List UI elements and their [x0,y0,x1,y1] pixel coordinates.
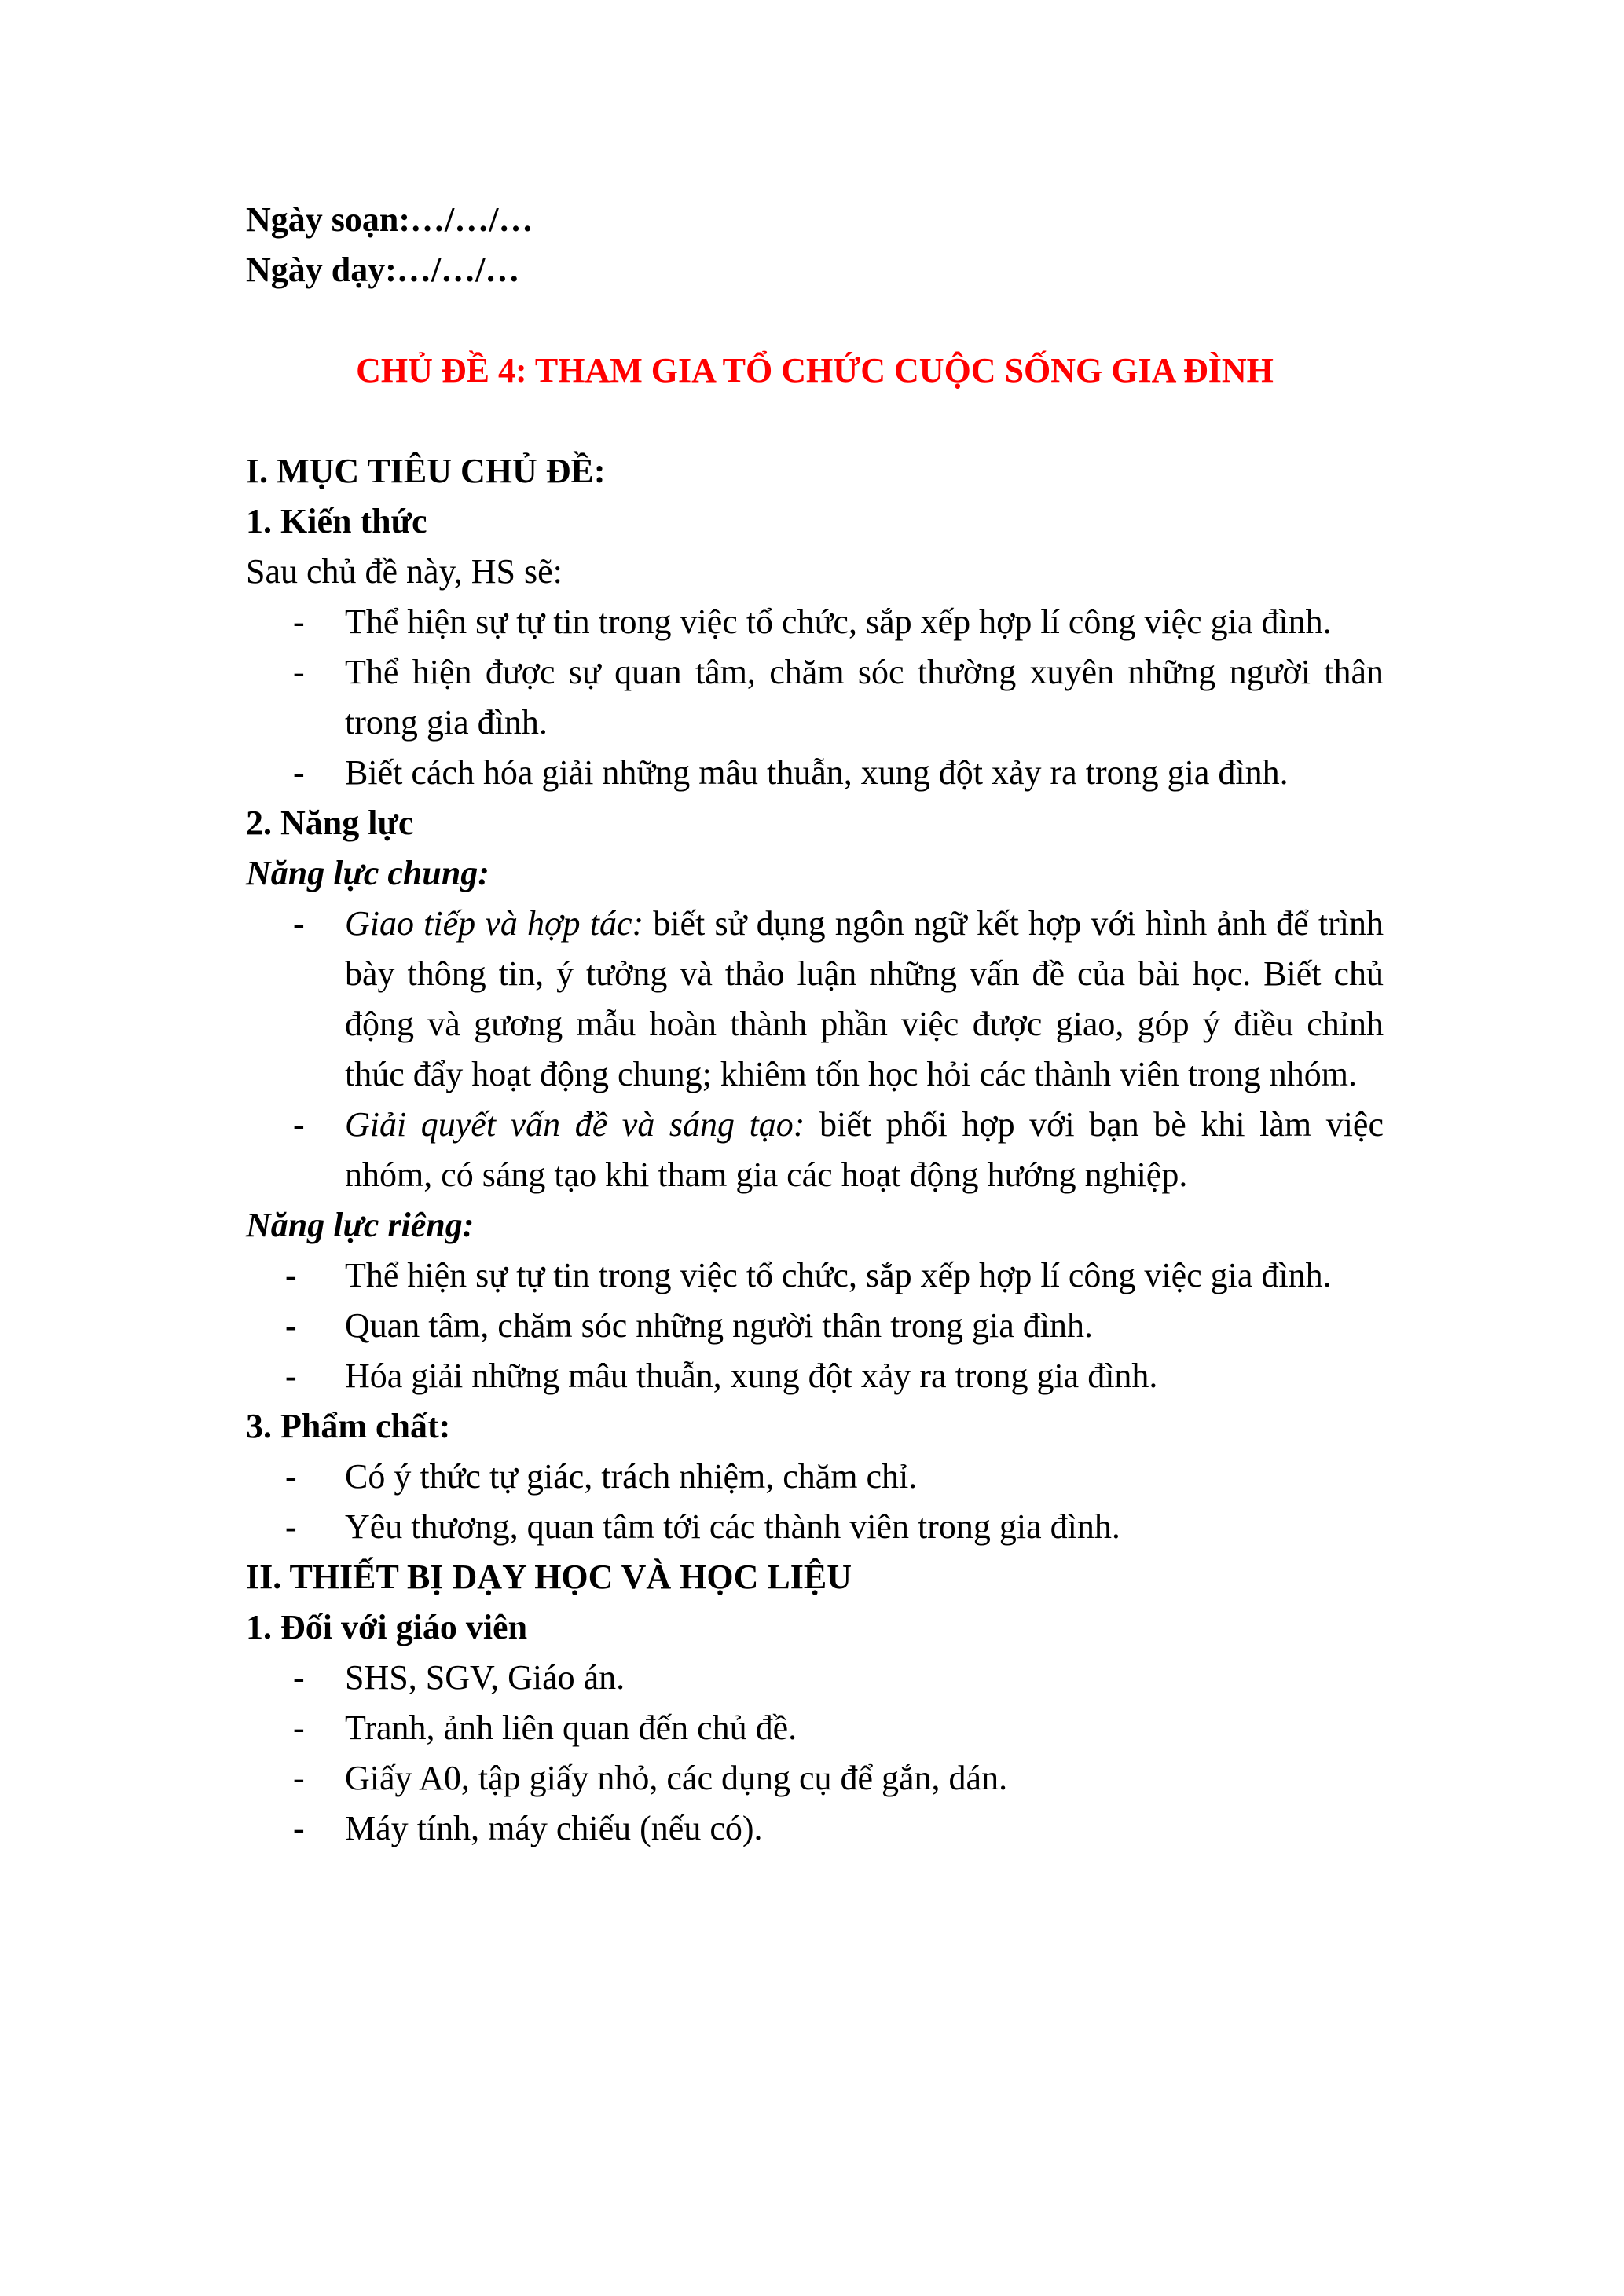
list-item: - Giải quyết vấn đề và sáng tạo: biết phối hợp với bạn bè khi làm việc nhóm, có sáng tạo khi tham gia các hoạt động hướng nghiệp. [246,1100,1384,1200]
dash-marker: - [285,1306,297,1345]
dash-marker: - [293,602,305,641]
dash-marker: - [293,653,305,691]
teacher-list [246,1653,1384,1854]
specific-competence-heading: Năng lực riêng: [246,1206,475,1244]
dash-marker: - [293,1105,305,1144]
qualities-heading: 3. Phẩm chất: [246,1407,451,1445]
dash-marker: - [285,1457,297,1496]
knowledge-list [246,597,1384,798]
list-item: - Thể hiện được sự quan tâm, chăm sóc thường xuyên những người thân trong gia đình. [246,647,1384,748]
list-item: - Hóa giải những mâu thuẫn, xung đột xảy ra trong gia đình. [246,1351,1384,1401]
competence-heading: 2. Năng lực [246,804,414,842]
list-item: - Tranh, ảnh liên quan đến chủ đề. [246,1703,1384,1753]
general-competence-heading: Năng lực chung: [246,854,489,892]
list-item: - SHS, SGV, Giáo án. [246,1653,1384,1703]
list-item: - Giao tiếp và hợp tác: biết sử dụng ngôn ngữ kết hợp với hình ảnh để trình bày thông tin, ý tưởng và thảo luận những vấn đề của bài học. Biết chủ động và gương mẫu hoàn thành phần việc được giao, góp ý điều chỉnh thúc đẩy hoạt động chung; khiêm tốn học hỏi các thành viên trong nhóm. [246,899,1384,1100]
dash-marker: - [293,1759,305,1797]
topic-title: CHỦ ĐỀ 4: THAM GIA TỔ CHỨC CUỘC SỐNG GIA ĐÌNH [356,351,1274,390]
teacher-heading: 1. Đối với giáo viên [246,1608,528,1646]
dash-marker: - [293,1658,305,1697]
specific-competence-list [246,1251,1384,1401]
list-item: - Có ý thức tự giác, trách nhiệm, chăm chỉ. [246,1452,1384,1502]
list-item: - Giấy A0, tập giấy nhỏ, các dụng cụ để gắn, dán. [246,1753,1384,1803]
list-item: - Thể hiện sự tự tin trong việc tổ chức, sắp xếp hợp lí công việc gia đình. [246,1251,1384,1301]
dash-marker: - [293,753,305,792]
document-page [246,195,1384,1854]
dash-marker: - [285,1507,297,1546]
knowledge-intro: Sau chủ đề này, HS sẽ: [246,552,563,591]
teach-date: Ngày dạy:…/…/… [246,251,520,289]
list-item: - Biết cách hóa giải những mâu thuẫn, xung đột xảy ra trong gia đình. [246,748,1384,798]
section-1-heading: I. MỤC TIÊU CHỦ ĐỀ: [246,452,606,490]
qualities-list [246,1452,1384,1552]
general-competence-list [246,899,1384,1200]
dash-marker: - [293,904,305,943]
list-item: - Yêu thương, quan tâm tới các thành viên trong gia đình. [246,1502,1384,1552]
dash-marker: - [285,1357,297,1395]
knowledge-heading: 1. Kiến thức [246,502,427,540]
list-item: - Quan tâm, chăm sóc những người thân trong gia đình. [246,1301,1384,1351]
dash-marker: - [293,1809,305,1847]
list-item: - Máy tính, máy chiếu (nếu có). [246,1803,1384,1854]
section-2-heading: II. THIẾT BỊ DẠY HỌC VÀ HỌC LIỆU [246,1558,852,1596]
dash-marker: - [293,1708,305,1747]
list-item: - Thể hiện sự tự tin trong việc tổ chức, sắp xếp hợp lí công việc gia đình. [246,597,1384,647]
dash-marker: - [285,1256,297,1294]
prep-date: Ngày soạn:…/…/… [246,200,533,239]
